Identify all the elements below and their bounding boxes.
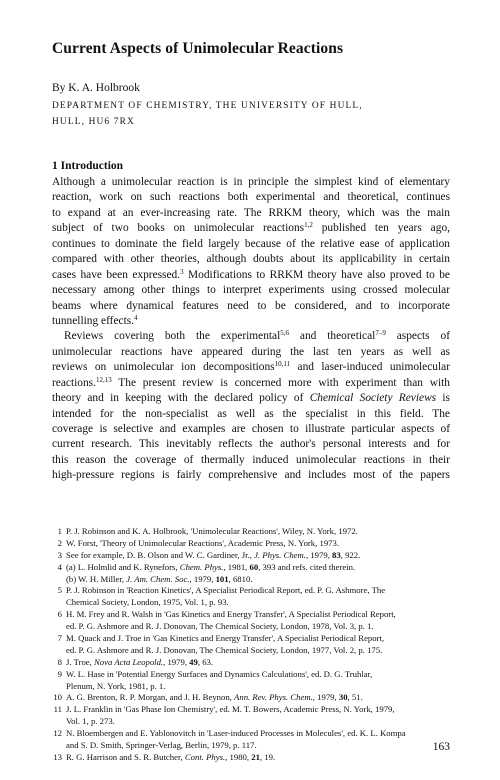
text-span: , 1981,: [223, 561, 250, 572]
footnote-text: W. Forst, 'Theory of Unimolecular Reactions', Academic Press, N. York, 1973.: [66, 537, 340, 548]
footnote-continuation: [52, 645, 450, 657]
text-span: See for example, D. B. Olson and W. C. Gardiner, Jr.,: [66, 549, 255, 560]
citation-superscript: 1,2: [304, 221, 313, 230]
footnote-number: 9: [57, 668, 62, 679]
footnote: [52, 728, 450, 740]
journal-name: J. Am. Chem. Soc.: [126, 573, 190, 584]
affiliation: [52, 98, 363, 130]
footnote-text: N. Bloembergen and E. Yablonovitch in 'Laser-induced Processes in Molecules', ed. K. L. Kompa: [66, 728, 406, 739]
footnote-continuation: [52, 681, 450, 693]
footnote-text: P. J. Robinson and K. A. Holbrook, 'Unimolecular Reactions', Wiley, N. York, 1972.: [66, 526, 358, 536]
footnote-text: [66, 752, 450, 764]
page-number: 163: [432, 741, 450, 753]
footnote: [52, 704, 450, 716]
footnote: [52, 692, 450, 704]
volume-number: 101: [215, 573, 229, 584]
journal-name: Ann. Rev. Phys. Chem.: [234, 692, 313, 703]
citation-superscript: 3: [180, 267, 184, 276]
footnote: [52, 752, 450, 764]
text-span: R. G. Harrison and S. R. Butcher,: [66, 751, 185, 762]
body-line: [52, 314, 450, 329]
volume-number: 21: [251, 751, 260, 762]
journal-name: Chemical Society Reviews: [309, 392, 437, 405]
text-span: reviews on unimolecular ion decompositions: [52, 361, 275, 374]
body-line: this reason the coverage of thermally induced unimolecular reactions in their: [52, 453, 450, 466]
journal-name: Chem. Phys.: [179, 561, 224, 572]
footnote-continuation: [52, 740, 450, 752]
journal-name: J. Phys. Chem.: [254, 549, 306, 560]
article-title: Current Aspects of Unimolecular Reactions: [52, 40, 344, 57]
footnote-number: 13: [53, 751, 62, 762]
body-line: necessary among other things to interpret experiments using crossed molecular: [52, 284, 450, 297]
body-line: [52, 221, 450, 236]
body-line: reaction, work on such reactions both experimental and theoretical, continues: [52, 191, 450, 204]
footnote-number: 1: [57, 526, 62, 536]
body-line: Although a unimolecular reaction is in principle the simplest kind of elementary: [52, 176, 450, 188]
body-line: [52, 329, 450, 344]
body-line: [52, 360, 450, 375]
body-line: unimolecular reactions have appeared during the last ten years as well as: [52, 345, 450, 358]
footnote-text: [66, 550, 450, 562]
footnote-continuation: [52, 574, 450, 586]
footnote: [52, 550, 450, 562]
body-text: [52, 175, 450, 484]
text-span: published ten years ago,: [312, 222, 450, 235]
text-span: A. G. Brenton, R. P. Morgan, and J. H. Beynon,: [66, 692, 235, 703]
text-span: tunnelling effects.: [52, 314, 135, 327]
footnote: [52, 585, 450, 597]
footnote-text: Vol. 1, p. 273.: [66, 716, 115, 727]
text-span: , 1979,: [163, 656, 190, 667]
footnote-number: 4: [57, 561, 62, 572]
footnote-continuation: [52, 716, 450, 728]
body-line: intended for the non-specialist as well as the specialist in this field. The: [52, 407, 450, 420]
section-heading: 1 Introduction: [52, 160, 124, 172]
footnote-number: 7: [57, 633, 62, 644]
text-span: , 1980,: [225, 751, 252, 762]
citation-superscript: 4: [134, 313, 138, 322]
body-line: coverage is selective and examples are chosen to illustrate particular aspects of: [52, 423, 450, 435]
text-span: , 922.: [340, 549, 361, 560]
affiliation-line: DEPARTMENT OF CHEMISTRY, THE UNIVERSITY OF HULL,: [52, 101, 363, 111]
body-line: compared with other theories, although doubts about its applicability in certain: [52, 253, 450, 266]
journal-name: Cont. Phys.: [184, 751, 226, 762]
text-span: , 19.: [259, 751, 276, 762]
footnote: [52, 669, 450, 681]
text-span: aspects of: [385, 330, 450, 343]
footnote-number: 3: [57, 549, 62, 560]
footnote-number: 12: [53, 728, 62, 739]
footnote-text: P. J. Robinson in 'Reaction Kinetics', A Specialist Periodical Report, ed. P. G. Ashmore, The: [66, 585, 386, 596]
footnote-number: 10: [53, 692, 62, 703]
affiliation-line: HULL, HU6 7RX: [52, 117, 135, 127]
text-span: , 6810.: [228, 573, 253, 584]
footnote-number: 5: [57, 585, 62, 596]
text-span: (a) L. Holmlid and K. Rynefors,: [66, 561, 180, 572]
citation-superscript: 10,11: [274, 360, 291, 369]
body-line: beams where dynamical features need to be considered, and to incorporate: [52, 299, 450, 312]
body-line: continues to dominate the field largely because of the relative ease of application: [52, 237, 450, 250]
footnote-text: [66, 657, 450, 669]
text-span: , 63.: [197, 656, 214, 667]
text-span: and theoretical: [289, 330, 376, 343]
footnote: [52, 526, 450, 538]
author-line: By K. A. Holbrook: [52, 82, 140, 94]
text-span: The present review is concerned more with experiment than with: [111, 376, 450, 389]
volume-number: 49: [189, 656, 198, 667]
footnote-text: ed. P. G. Ashmore and R. J. Donovan, The Chemical Society, London, 1978, Vol. 3, p. 1.: [66, 621, 374, 632]
footnote-number: 6: [57, 609, 62, 620]
text-span: Reviews covering both the experimental: [64, 330, 281, 343]
text-span: (b) W. H. Miller,: [66, 573, 127, 584]
footnote-text: J. L. Franklin in 'Gas Phase Ion Chemistry', ed. M. T. Bowers, Academic Press, N. York, 1979,: [66, 704, 395, 715]
volume-number: 30: [338, 692, 348, 703]
journal-name: Nova Acta Leopold.: [94, 656, 164, 667]
volume-number: 60: [249, 561, 259, 572]
footnote-text: Plenum, N. York, 1981, p. 1.: [66, 680, 166, 691]
footnote-number: 8: [57, 656, 62, 667]
body-line: [52, 268, 450, 283]
text-span: and laser-induced unimolecular: [290, 361, 450, 374]
footnote: [52, 609, 450, 621]
body-line: to expand at an ever-increasing rate. The RRKM theory, which was the main: [52, 206, 450, 219]
body-line: [52, 376, 450, 391]
footnote: [52, 562, 450, 574]
volume-number: 83: [332, 549, 341, 560]
citation-superscript: 12,13: [95, 375, 112, 384]
footnote-text: [66, 562, 450, 574]
footnote-text: ed. P. G. Ashmore and R. J. Donovan, The Chemical Society, London, 1977, Vol. 2, p. 175.: [66, 644, 383, 655]
citation-superscript: 7–9: [375, 329, 386, 338]
text-span: theory and in keeping with the declared policy of: [52, 392, 310, 405]
footnote-number: 11: [53, 704, 62, 715]
citation-superscript: 5,6: [280, 329, 290, 338]
text-span: , 1979,: [189, 573, 216, 584]
footnote-text: M. Quack and J. Troe in 'Gas Kinetics and Energy Transfer', A Specialist Periodical Report,: [66, 633, 385, 644]
footnote-text: and S. D. Smith, Springer-Verlag, Berlin, 1979, p. 117.: [66, 740, 257, 751]
footnote: [52, 657, 450, 669]
footnote-text: H. M. Frey and R. Walsh in 'Gas Kinetics and Energy Transfer', A Specialist Periodical Report,: [66, 609, 396, 620]
footnote-text: [66, 692, 450, 704]
footnote-continuation: [52, 621, 450, 633]
text-span: reactions.: [52, 376, 96, 389]
footnotes: [52, 526, 450, 764]
body-line: [52, 391, 450, 406]
body-line: current research. This inevitably reflects the author's personal interests and for: [52, 438, 450, 451]
footnote-text: W. L. Hase in 'Potential Energy Surfaces and Dynamics Calculations', ed. D. G. Truhlar,: [66, 668, 373, 679]
text-span: , 1979,: [305, 549, 333, 560]
footnote-text: Chemical Society, London, 1975, Vol. 1, p. 93.: [66, 597, 229, 608]
text-span: subject of two books on unimolecular reactions: [52, 222, 305, 235]
text-span: , 51.: [347, 692, 363, 703]
footnote-continuation: [52, 597, 450, 609]
text-span: Modifications to RRKM theory have also proved to be: [183, 268, 450, 281]
footnote: [52, 538, 450, 550]
text-span: is: [436, 392, 450, 405]
footnote: [52, 633, 450, 645]
text-span: , 393 and refs. cited therein.: [258, 561, 356, 572]
body-line: high-pressure regions is fairly comprehensive and includes most of the papers: [52, 469, 450, 482]
footnote-number: 2: [57, 537, 62, 548]
footnote-text: [66, 574, 450, 586]
text-span: , 1979,: [312, 692, 339, 703]
text-span: cases have been expressed.: [52, 268, 181, 281]
text-span: J. Troe,: [66, 656, 95, 667]
